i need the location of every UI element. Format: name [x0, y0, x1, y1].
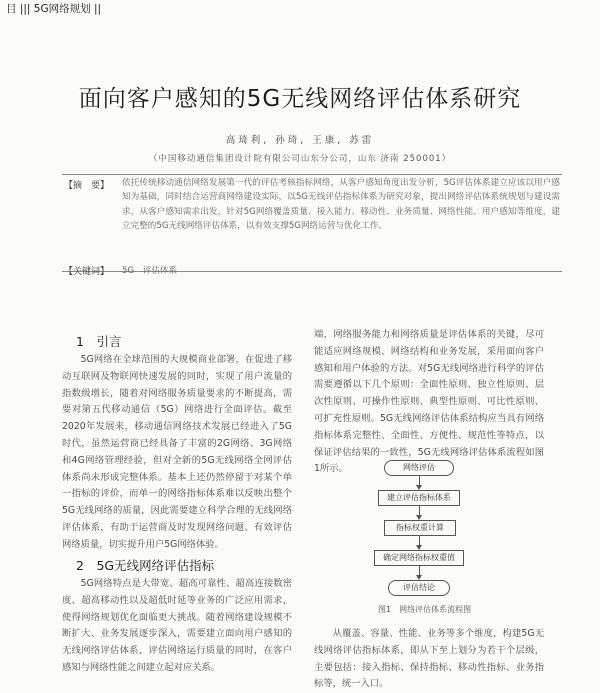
flowchart-step-2: 建立评估指标体系 — [378, 490, 460, 506]
journal-header — [0, 0, 600, 16]
flowchart-step-1: 网络评估 — [384, 460, 454, 476]
abstract-text: 依托传统移动通信网络发展第一代的评估考核指标网络，从客户感知角度出发分析，5G评估体系建立应该以用户感知为基础，同时结合运营商网络建设实际，以5G无线评估指标体系为研究对象，提出网络评估体系统规划与建设需求，从客户感知需求出发，针对5G网络覆盖质量、接入能力、移动性、业务质量、网络性能、用户感知等维度，建立完整的5G无线网络评估体系，以有效支撑5G网络运营与优化工作。 — [122, 178, 560, 232]
journal-header-text: 目 ||| 5G网络规划 || — [6, 3, 102, 15]
section-2-paragraph: 5G网络特点是大带宽、超高可靠性、超高连接数密度、超高移动性以及超低时延等业务的广泛应用需求，使得网络规划优化面临更大挑战。随着网络建设规模不断扩大、业务发展逐步深入，需要建立面向用户感知的无线网络评估体系，评估网络运行质量的同时，在客户感知与网络性能之间建立起对应关系。 — [62, 578, 292, 673]
figure-caption: 图1 网络评估体系流程图 — [378, 605, 472, 614]
abstract-label: 【摘 要】 — [64, 181, 110, 191]
flowchart-step-5: 评估结论 — [388, 580, 450, 596]
keywords-text: 5G 评估体系 — [122, 266, 178, 276]
section-1-paragraph: 5G网络在全球范围的大规模商业部署，在促进了移动互联网及物联网快速发展的同时，实现了用户流量的指数级增长，随着对网络服务质量要求的不断提高，需要对第五代移动通信（5G）网络进行全面评估。截至2020年发展来，移动通信网络技术发展已经进入了5G时代，虽然运营商已经具备了丰富的2G网络、3G网络和4G网络管理经验，但对全新的5G无线网络全网评估体系尚未形成完整体系。基本上还仍然停留于对某个单一指标的评价，而单一的网络指标体系难以反映出整个5G无线网络的质量，因此需要建立科学合理的无线网络评估体系，有助于运营商及时发现网络问题、有效评估网络质量，切实提升用户5G网络体验。 — [62, 354, 292, 550]
keywords-label: 【关键词】 — [64, 267, 110, 277]
right-column-paragraph-2: 从覆盖、容量、性能、业务等多个维度，构建5G无线网络评估指标体系，即从下至上划分为若干个层级，主要包括：接入指标、保持指标、移动性指标、业务指标等，统一入口。 — [314, 628, 544, 690]
section-2-heading: 2 5G无线网络评估指标 — [76, 558, 215, 573]
section-1-heading: 1 引言 — [76, 334, 122, 349]
right-column-paragraph: 端，网络服务能力和网络质量是评估体系的关键，尽可能适应网络规模、网络结构和业务发展，采用面向客户感知和用户体验的方法。对5G无线网络进行科学的评估需要遵循以下几个原则：全面性原则、独立性原则、层次性原则、可操作性原则、典型性原则、可比性原则、可扩充性原则。5G无线网络评估体系结构应当具有网络指标体系完整性、全面性、方便性、规范性等特点，以保证评估结果的一致性，5G无线网络评估体系流程如图1所示。 — [314, 329, 544, 475]
flowchart-step-3: 指标权重计算 — [384, 520, 456, 536]
author-list: 高琦利, 孙琦, 王康, 苏雷 — [225, 135, 375, 146]
flowchart-step-4: 确定网络指标权重值 — [374, 550, 464, 566]
paper-title: 面向客户感知的5G无线网络评估体系研究 — [78, 86, 522, 112]
affiliation: （中国移动通信集团设计院有限公司山东分公司，山东 济南 250001） — [148, 154, 452, 164]
